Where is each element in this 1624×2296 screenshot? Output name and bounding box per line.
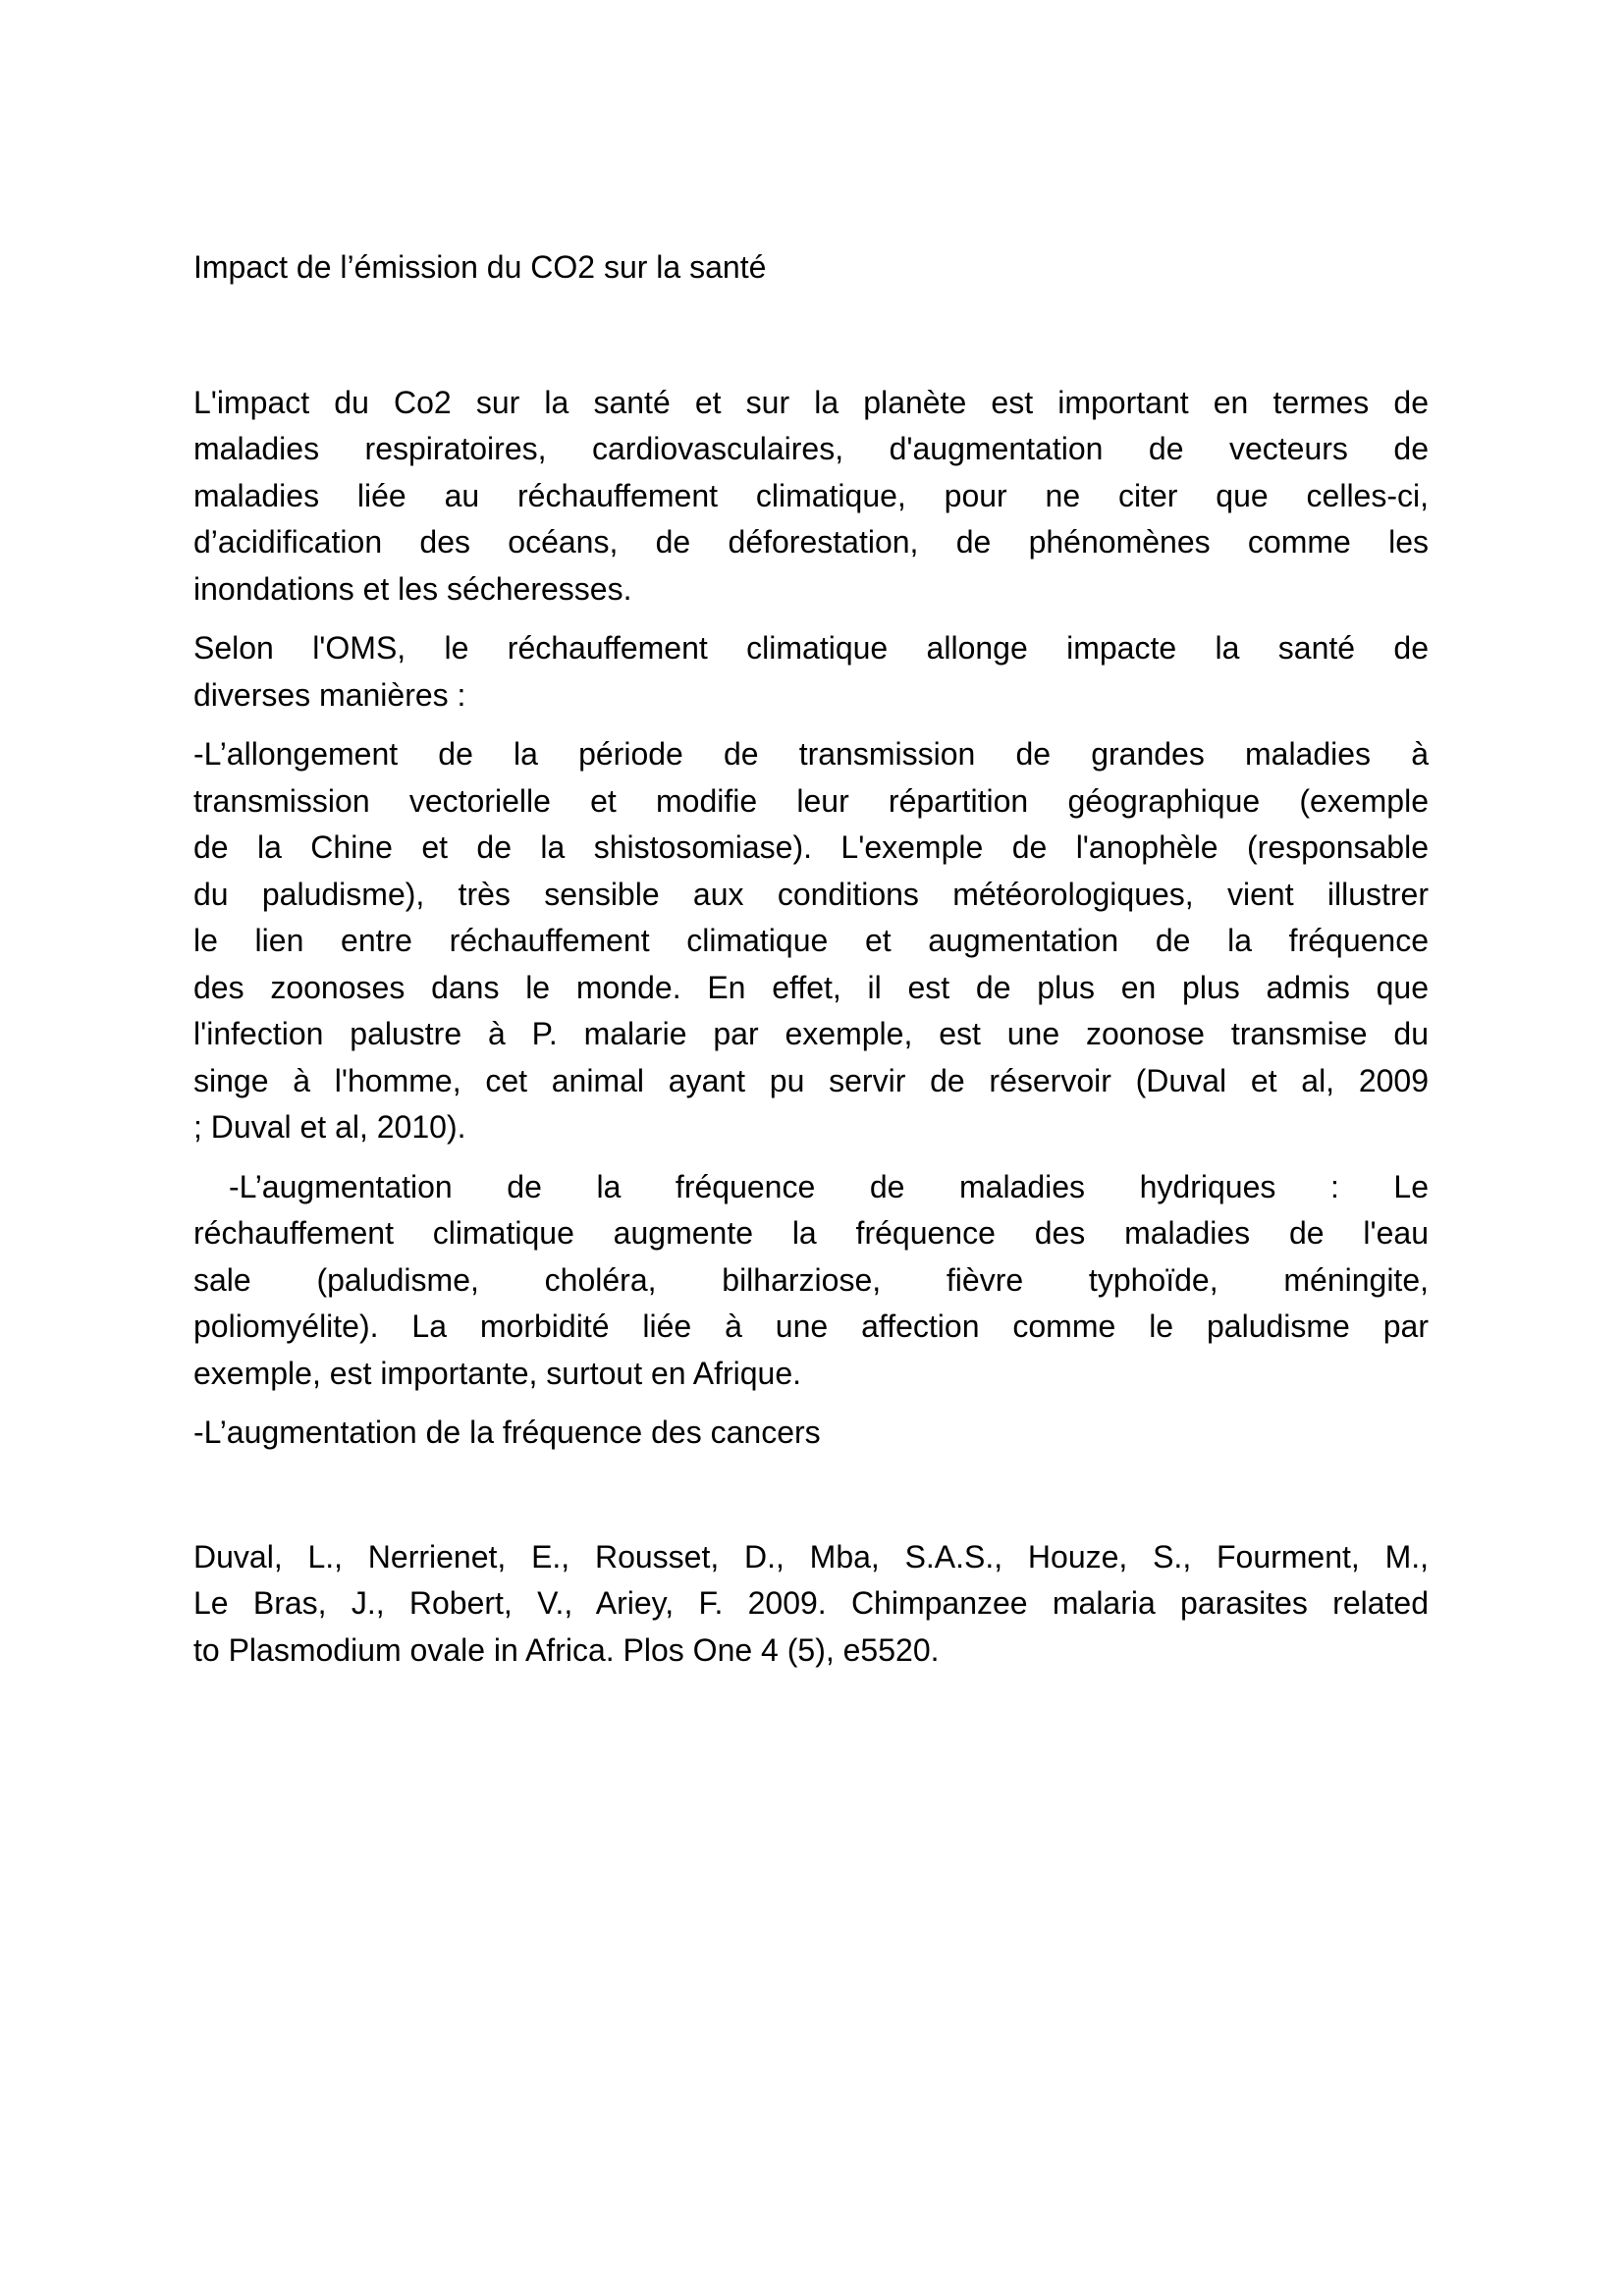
text-line: des zoonoses dans le monde. En effet, il est de plus en plus admis que [193,969,1429,1005]
text-line: Selon l'OMS, le réchauffement climatique allonge impacte la santé de [193,630,1429,666]
text-line: maladies respiratoires, cardiovasculaires, d'augmentation de vecteurs de [193,431,1429,466]
text-line: Le Bras, J., Robert, V., Ariey, F. 2009. Chimpanzee malaria parasites related [193,1585,1429,1621]
paragraph-oms [193,625,1429,719]
text-line: inondations et les sécheresses. [193,570,632,607]
text-line: sale (paludisme, choléra, bilharziose, fièvre typhoïde, méningite, [193,1261,1429,1298]
text-line: du paludisme), très sensible aux conditions météorologiques, vient illustrer [193,876,1429,912]
text-line: -L’allongement de la période de transmission de grandes maladies à [193,736,1429,772]
paragraph-allongement-transmission [193,731,1429,1151]
text-line: transmission vectorielle et modifie leur répartition géographique (exemple [193,782,1429,819]
text-line: poliomyélite). La morbidité liée à une affection comme le paludisme par [193,1308,1429,1344]
text-line: d’acidification des océans, de déforestation, de phénomènes comme les [193,524,1429,560]
document-content [193,244,1429,1686]
text-line: l'infection palustre à P. malarie par exemple, est une zoonose transmise du [193,1016,1429,1051]
text-line: to Plasmodium ovale in Africa. Plos One 4 (5), e5520. [193,1631,940,1668]
text-line: de la Chine et de la shistosomiase). L'exemple de l'anophèle (responsable [193,829,1429,865]
text-line: diverses manières : [193,676,466,713]
paragraph-intro [193,380,1429,614]
text-line: maladies liée au réchauffement climatique, pour ne citer que celles-ci, [193,477,1429,513]
paragraph-maladies-hydriques [193,1164,1429,1398]
paragraph-reference [193,1534,1429,1675]
document-paragraphs [193,380,1429,1675]
text-line: -L’augmentation de la fréquence des cancers [193,1415,821,1450]
text-line: réchauffement climatique augmente la fréquence des maladies de l'eau [193,1215,1429,1251]
text-line: exemple, est importante, surtout en Afrique. [193,1355,801,1391]
text-line: singe à l'homme, cet animal ayant pu servir de réservoir (Duval et al, 2009 [193,1062,1429,1098]
text-line: Duval, L., Nerrienet, E., Rousset, D., Mba, S.A.S., Houze, S., Fourment, M., [193,1538,1429,1575]
text-line: ; Duval et al, 2010). [193,1109,466,1145]
document-title: Impact de l’émission du CO2 sur la santé [193,249,767,285]
text-line: le lien entre réchauffement climatique et augmentation de la fréquence [193,923,1429,958]
text-line: L'impact du Co2 sur la santé et sur la planète est important en termes de [193,384,1429,420]
paragraph-cancers [193,1410,1429,1457]
text-line: -L’augmentation de la fréquence de maladies hydriques : Le [229,1168,1429,1204]
